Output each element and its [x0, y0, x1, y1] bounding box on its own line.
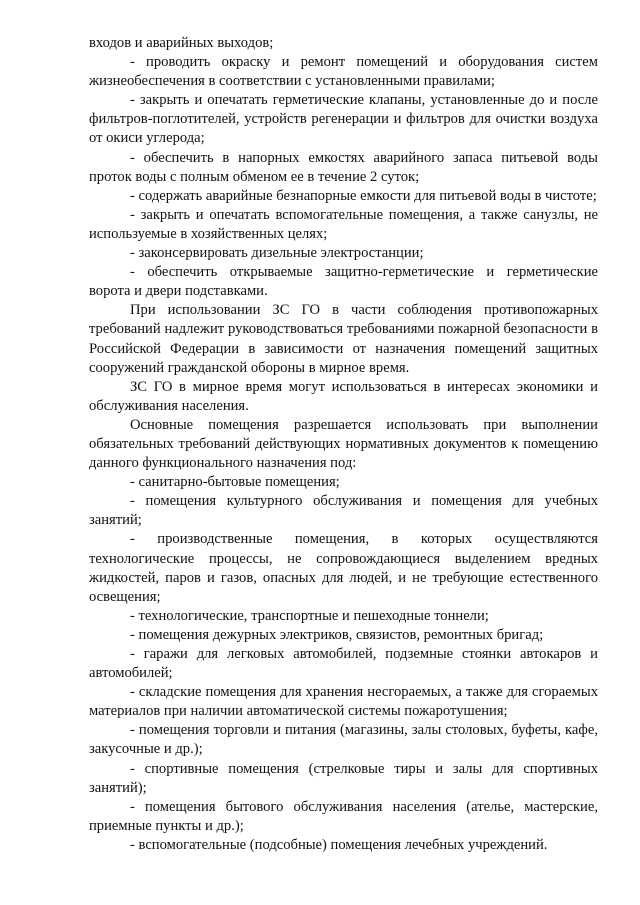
list-item-close-valves: - закрыть и опечатать герметические клапаны, установленные до и после фильтров-поглотителей, устройств регенерации и фильтров для очистки воздуха от окиси углерода;	[89, 92, 598, 147]
list-item-trade-food: - помещения торговли и питания (магазины, залы столовых, буфеты, кафе, закусочные и др.);	[89, 722, 598, 758]
paragraph-fire-safety: При использовании ЗС ГО в части соблюдения противопожарных требований надлежит руководствоваться требованиями пожарной безопасности в Российской Федерации в зависимости от назначения помещений защитных сооружений гражданской обороны в мирное время.	[89, 302, 598, 376]
list-item-preserve-diesel: - законсервировать дизельные электростанции;	[130, 245, 424, 262]
list-item-water-flow: - обеспечить в напорных емкостях аварийного запаса питьевой воды проток воды с полным обменом ее в течение 2 суток;	[89, 149, 598, 185]
list-item-sanitary: - санитарно-бытовые помещения;	[130, 474, 340, 491]
paragraph-peacetime-use: ЗС ГО в мирное время могут использоваться в интересах экономики и обслуживания населения.	[89, 378, 598, 414]
list-item-medical-auxiliary: - вспомогательные (подсобные) помещения лечебных учреждений.	[130, 836, 548, 853]
list-item-painting-repair: - проводить окраску и ремонт помещений и оборудования систем жизнеобеспечения в соответствии с установленными правилами;	[89, 54, 598, 90]
list-item-gates-supports: - обеспечить открываемые защитно-герметические и герметические ворота и двери подставками.	[89, 264, 598, 300]
paragraph-continuation: входов и аварийных выходов;	[89, 35, 274, 51]
list-item-sports: - спортивные помещения (стрелковые тиры и залы для спортивных занятий);	[89, 760, 598, 796]
list-item-storage: - складские помещения для хранения несгораемых, а также для сгораемых материалов при наличии автоматической системы пожаротушения;	[89, 684, 598, 720]
list-item-duty-rooms: - помещения дежурных электриков, связистов, ремонтных бригад;	[130, 626, 544, 643]
list-item-tunnels: - технологические, транспортные и пешеходные тоннели;	[130, 607, 489, 624]
document-page	[89, 34, 598, 855]
list-item-garages: - гаражи для легковых автомобилей, подземные стоянки автокаров и автомобилей;	[89, 646, 598, 682]
paragraph-main-rooms-intro: Основные помещения разрешается использовать при выполнении обязательных требований действующих нормативных документов к помещению данного функционального назначения под:	[89, 416, 598, 472]
list-item-water-tanks-clean: - содержать аварийные безнапорные емкости для питьевой воды в чистоте;	[130, 187, 597, 204]
list-item-close-auxiliary-rooms: - закрыть и опечатать вспомогательные помещения, а также санузлы, не используемые в хозяйственных целях;	[89, 206, 598, 242]
list-item-cultural-educational: - помещения культурного обслуживания и помещения для учебных занятий;	[89, 493, 598, 529]
list-item-consumer-services: - помещения бытового обслуживания населения (ателье, мастерские, приемные пункты и др.);	[89, 798, 598, 834]
list-item-production: - производственные помещения, в которых осуществляются технологические процессы, не сопровождающиеся выделением вредных жидкостей, паров и газов, опасных для людей, и не требующие естественного освещения;	[89, 531, 598, 605]
